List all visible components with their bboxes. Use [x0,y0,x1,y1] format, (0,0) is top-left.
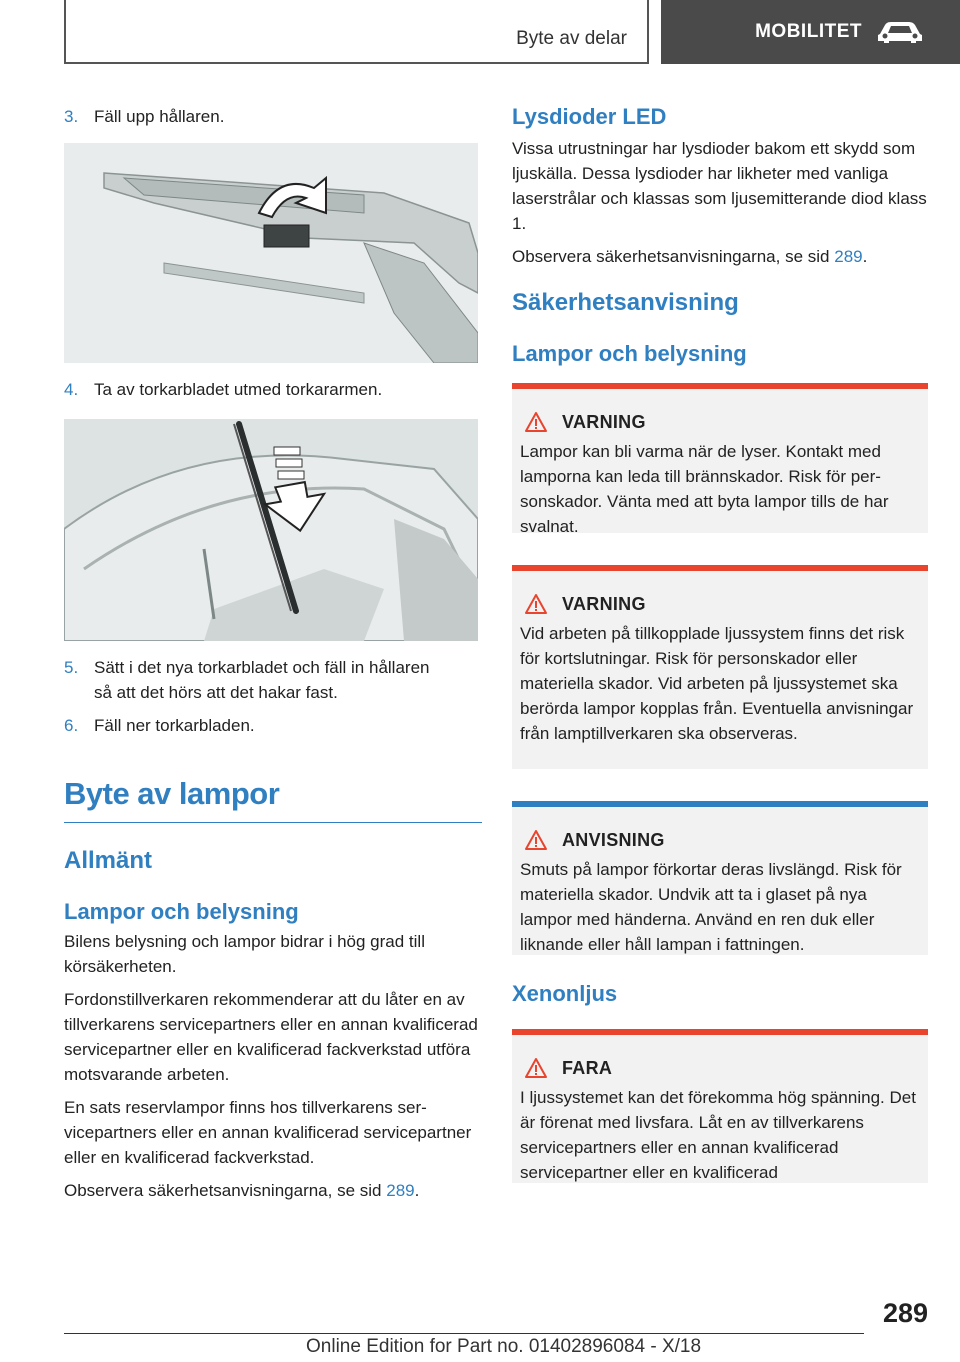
topic-heading: Lampor och belysning [64,899,299,924]
step-text: Fäll upp hållaren. [94,107,225,126]
step-6 [64,713,482,738]
left-column [64,104,482,1203]
step-number: 4. [64,380,79,399]
warning-label: VARNING [562,593,646,614]
page-link[interactable]: 289 [834,247,863,266]
section-heading-block [64,776,482,823]
header-section-title: Byte av delar [516,28,627,49]
windshield-illustration [64,419,478,641]
figure-wiper-blade [64,419,478,641]
step-3 [64,104,482,129]
warning-title [520,411,922,433]
footer-rule [64,1333,864,1334]
warning-triangle-icon [524,1057,548,1079]
notice-title [520,829,922,851]
notice-bar [512,801,928,807]
topic-heading: Lampor och belysning [512,341,747,366]
step-text: Ta av torkarbladet utmed torkararmen. [94,380,383,399]
danger-text: I ljussystemet kan det förekomma hög spänning. Det är förenat med livsfara. Låt en av tillverkarens servicepartners eller en annan kvalificerad servicepartner eller en kvalificerad [520,1088,916,1182]
warning-text: Vid arbeten på tillkopplade ljussystem finns det risk för kortslutningar. Risk för personskador eller materiella skador. Vid arbeten på ljussystemet ska berörda lampor kopplas från. Eventuella anvisningar från lamptillverkaren ska observeras. [520,624,914,743]
paragraph-reference [64,1178,482,1203]
notice-box [512,801,928,955]
warning-label: VARNING [562,411,646,432]
reference-text: Observera säkerhetsanvisningarna, se sid [64,1181,387,1200]
subsection-heading: Säkerhetsanvisning [512,289,739,316]
right-column [512,104,928,1183]
warning-title [520,593,922,615]
danger-box [512,1029,928,1183]
step-number: 5. [64,658,79,677]
paragraph-reference [512,244,928,269]
step-text-line-1: Sätt i det nya torkarbladet och fäll in hållaren [94,658,430,677]
step-text: Fäll ner torkarbladen. [94,716,255,735]
paragraph: En sats reservlampor finns hos tillverkarens servicepartners eller en annan kvalificerad servicepartner eller en kvalificerad fackverkstad. [64,1098,472,1167]
header-section-box [64,0,649,64]
page-number: 289 [882,1298,928,1328]
notice-label: ANVISNING [562,829,665,850]
subsection-heading: Allmänt [64,847,153,874]
paragraph: Fordonstillverkaren rekommenderar att du låter en av tillverkarens servicepartners eller en annan kvalificerad servicepartner eller en kvalificerad fackverkstad utföra motsvarande arbeten. [64,990,478,1084]
step-text-line-2: så att det hörs att det hakar fast. [94,683,338,702]
warning-bar [512,565,928,571]
paragraph: Bilens belysning och lampor bidrar i hög grad till körsäkerheten. [64,932,425,976]
warning-text: Lampor kan bli varma när de lyser. Kontakt med lamporna kan leda till brännskador. Risk för personskador. Vänta med att byta lampor tills de har svalnat. [520,442,889,536]
header-chapter-tab [661,0,960,64]
warning-bar [512,383,928,389]
notice-triangle-icon [524,829,548,851]
topic-heading-led: Lysdioder LED [512,104,667,129]
paragraph: Vissa utrustningar har lysdioder bakom ett skydd som ljuskälla. Dessa lysdioder har likheter med vanliga laserstrålar och klassas som ljusemitterande diod klass 1. [512,139,927,233]
reference-text: Observera säkerhetsanvisningarna, se sid [512,247,835,266]
topic-heading-xenon: Xenonljus [512,981,618,1006]
step-5 [64,655,482,705]
danger-label: FARA [562,1057,613,1078]
header-chapter-title: MOBILITET [755,21,862,42]
step-number: 3. [64,107,79,126]
step-text [94,655,429,705]
danger-title [520,1057,922,1079]
step-4 [64,377,482,402]
page-link[interactable]: 289 [386,1181,415,1200]
step-number: 6. [64,716,79,735]
section-heading-rule [64,822,482,823]
section-heading: Byte av lampor [64,776,280,811]
warning-box [512,565,928,769]
footer-edition: Online Edition for Part no. 01402896084 - X/18 [306,1336,702,1357]
danger-bar [512,1029,928,1035]
wiper-holder-illustration [64,143,478,363]
reference-suffix: . [862,247,868,266]
reference-suffix: . [414,1181,420,1200]
warning-triangle-icon [524,593,548,615]
warning-triangle-icon [524,411,548,433]
notice-text: Smuts på lampor förkortar deras livslängd. Risk för materiella skador. Undvik att ta i glaset på nya lampor med händerna. Använd en ren duk eller liknande eller håll lampan i fattningen. [520,860,902,954]
warning-box [512,383,928,536]
car-icon [876,19,924,45]
figure-wiper-holder [64,143,478,363]
